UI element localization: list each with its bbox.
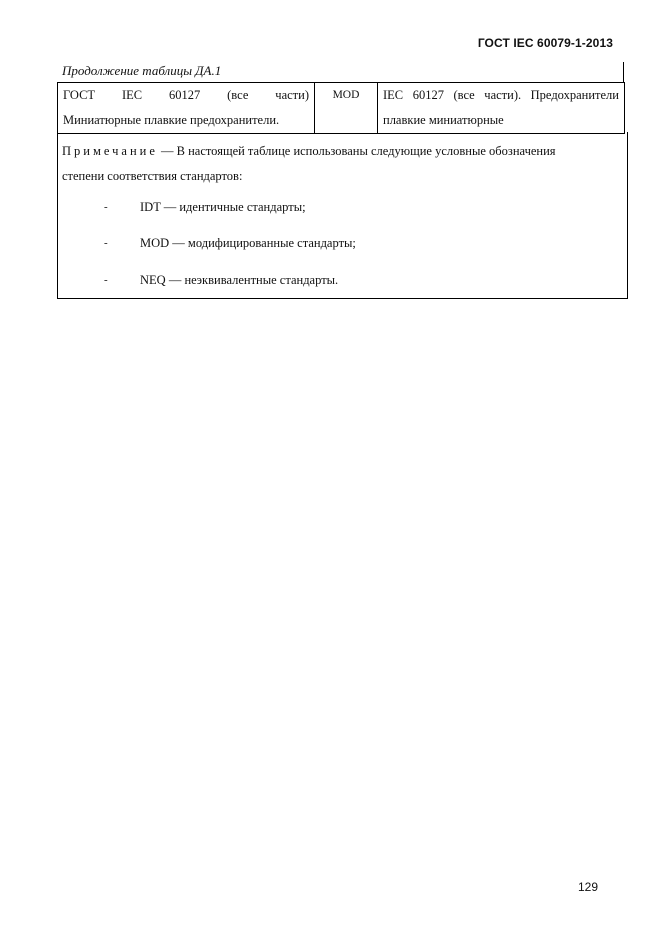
iec-word: Предохранители xyxy=(530,88,619,102)
gost-standard-line-2: Миниатюрные плавкие предохранители. xyxy=(63,113,280,127)
gost-standard-cell xyxy=(58,83,315,134)
degree-of-correspondence-cell: MOD xyxy=(315,83,378,134)
gost-standard-line-1 xyxy=(63,83,309,108)
list-dash: - xyxy=(104,274,108,286)
iec-standard-line-2: плавкие миниатюрные xyxy=(383,113,504,127)
note-intro: — В настоящей таблице использованы следующие условные обозначения xyxy=(157,144,556,158)
note-box xyxy=(57,132,628,299)
table-right-border-tick xyxy=(623,62,624,82)
iec-standard-cell xyxy=(378,83,625,134)
table-continuation-caption: Продолжение таблицы ДА.1 xyxy=(62,63,222,78)
iec-word: (все xyxy=(453,88,475,102)
iec-word: части). xyxy=(484,88,522,102)
note-label: Примечание xyxy=(62,144,158,158)
note-line-1 xyxy=(62,139,619,164)
document-header: ГОСТ IEC 60079-1-2013 xyxy=(477,36,613,50)
list-item-text: NEQ — неэквивалентные стандарты. xyxy=(140,272,339,287)
gost-word: (все xyxy=(227,88,249,102)
list-item xyxy=(104,234,356,252)
iec-standard-line-1 xyxy=(383,83,619,108)
list-item-text: MOD — модифицированные стандарты; xyxy=(140,235,356,250)
list-item-text: IDT — идентичные стандарты; xyxy=(140,199,306,214)
standards-table xyxy=(57,82,625,134)
gost-word: ГОСТ xyxy=(63,88,96,102)
gost-word: 60127 xyxy=(169,88,201,102)
table-row xyxy=(58,83,625,134)
note-text xyxy=(62,139,619,189)
gost-word: IEC xyxy=(121,88,143,102)
gost-word: части) xyxy=(275,88,309,102)
page-number: 129 xyxy=(577,880,598,894)
list-item xyxy=(104,271,338,289)
list-dash: - xyxy=(104,237,108,249)
list-item xyxy=(104,198,306,216)
note-line-2: степени соответствия стандартов: xyxy=(62,169,243,183)
iec-word: 60127 xyxy=(412,88,444,102)
iec-word: IEC xyxy=(383,88,404,102)
list-dash: - xyxy=(104,201,108,213)
